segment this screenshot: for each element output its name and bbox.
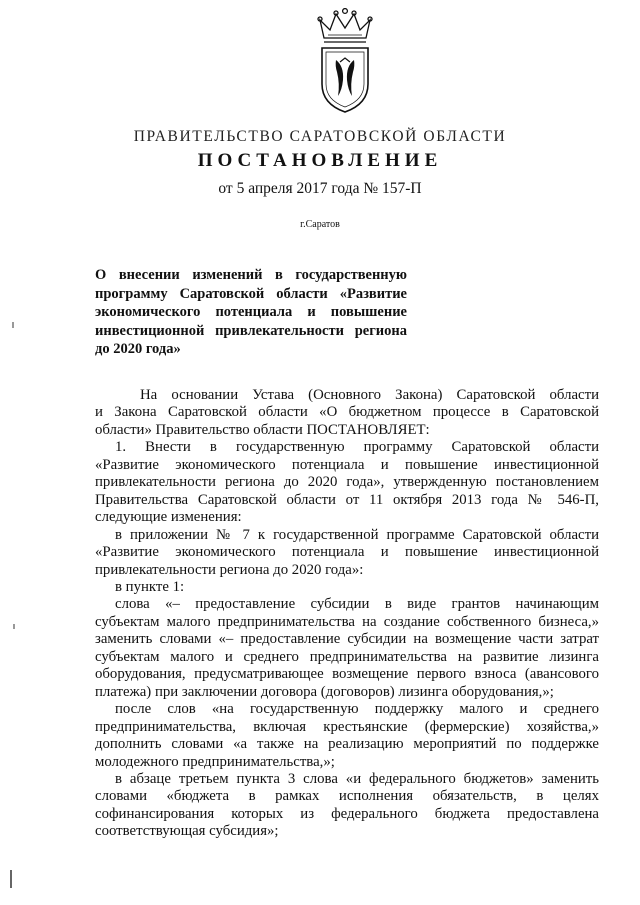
paragraph-line: субъектам малого предпринимательства на создание собственного бизнеса,»	[95, 613, 599, 630]
paragraph-line: следующие изменения:	[95, 509, 242, 526]
document-type: ПОСТАНОВЛЕНИЕ	[197, 150, 443, 171]
document-city: г.Саратов	[300, 219, 340, 230]
paragraph-line: софинансирования которых из федерального бюджета предоставлена	[95, 805, 599, 822]
paragraph-line: «Развитие экономического потенциала и повышение инвестиционной	[95, 456, 599, 473]
title-line: О внесении изменений в государственную	[95, 267, 407, 283]
paragraph-line: привлекательности региона до 2020 года»:	[95, 561, 364, 578]
paragraph-line: «Развитие экономического потенциала и повышение инвестиционной	[95, 544, 599, 561]
paragraph-line: На основании Устава (Основного Закона) Саратовской области	[140, 387, 599, 403]
paragraph-line: оборудования, предусматривающее возмещение первого взноса (авансового	[95, 666, 599, 683]
paragraph-line: молодежного предпринимательства,»;	[95, 753, 335, 770]
paragraph-line: заменить словами «– предоставление субсидии на возмещение части затрат	[95, 631, 599, 648]
title-line: программу Саратовской области «Развитие	[95, 285, 407, 302]
paragraph-line: в абзаце третьем пункта 3 слова «и федерального бюджетов» заменить	[115, 770, 599, 787]
paragraph-line: слова «– предоставление субсидии в виде грантов начинающим	[115, 596, 599, 613]
paragraph-line: после слов «на государственную поддержку малого и среднего	[115, 701, 599, 718]
scan-mark	[12, 322, 14, 328]
paragraph-line: 1. Внести в государственную программу Саратовской области	[115, 439, 599, 456]
paragraph-line: области» Правительство области ПОСТАНОВЛЯЕТ:	[95, 421, 430, 438]
paragraph-line: соответствующая субсидия»;	[95, 823, 279, 840]
scan-mark	[10, 870, 12, 888]
paragraph-line: предпринимательства, включая крестьянские (фермерские) хозяйства,»	[95, 718, 599, 735]
title-line: инвестиционной привлекательности региона	[95, 322, 407, 339]
paragraph-line: в приложении № 7 к государственной программе Саратовской области	[115, 526, 599, 543]
document-title	[95, 266, 407, 359]
paragraph-line: дополнить словами «а также на реализацию мероприятий по поддержке	[95, 736, 599, 753]
paragraph-line: в пункте 1:	[115, 578, 185, 595]
document-date-number: от 5 апреля 2017 года № 157-П	[218, 180, 422, 197]
scan-mark	[13, 624, 15, 629]
coat-of-arms-emblem	[314, 8, 376, 114]
paragraph-line: платежа) при заключении договора (договоров) лизинга оборудования,»;	[95, 683, 554, 700]
paragraph-line: и Закона Саратовской области «О бюджетном процессе в Саратовской	[95, 404, 599, 421]
paragraph-line: словами «бюджета в рамках исполнения обязательств, в целях	[95, 788, 599, 805]
paragraph-line: привлекательности региона до 2020 года», утвержденную постановлением	[95, 474, 599, 491]
paragraph-line: субъектам малого и среднего предпринимательства на развитие лизинга	[95, 648, 599, 665]
title-line: экономического потенциала и повышение	[95, 304, 407, 321]
authority-name: ПРАВИТЕЛЬСТВО САРАТОВСКОЙ ОБЛАСТИ	[133, 128, 507, 145]
title-line: до 2020 года»	[95, 341, 181, 358]
paragraph-line: Правительства Саратовской области от 11 октября 2013 года № 546-П,	[95, 491, 599, 508]
document-body	[95, 387, 599, 841]
